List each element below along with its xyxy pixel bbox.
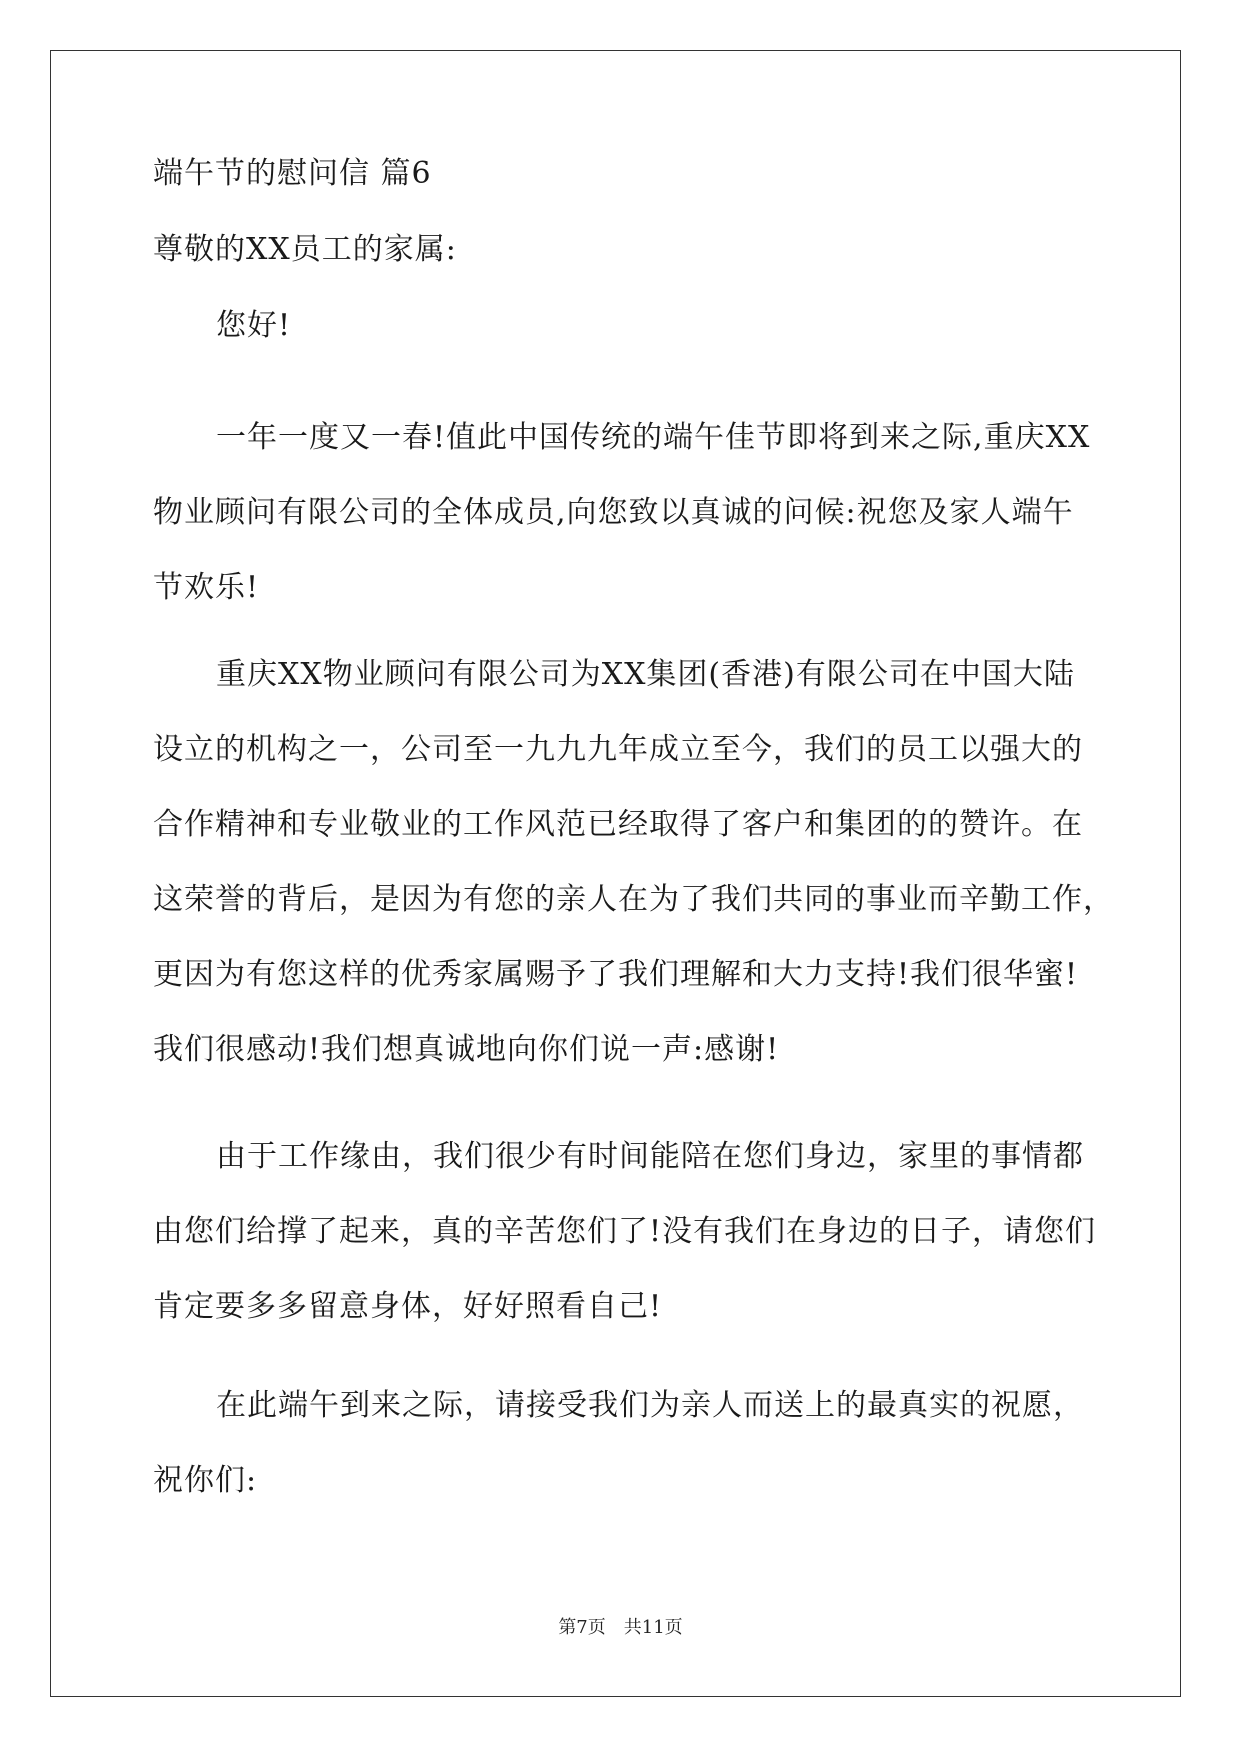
page-footer: [0, 1616, 1241, 1640]
paragraph-line: 这荣誉的背后，是因为有您的亲人在为了我们共同的事业而辛勤工作，: [153, 882, 1114, 917]
paragraph-line: 设立的机构之一，公司至一九九九年成立至今，我们的员工以强大的: [153, 732, 1083, 767]
paragraph-line: 节欢乐!: [153, 570, 260, 605]
paragraph-line: 祝你们:: [153, 1463, 258, 1498]
page-number: 第7页: [558, 1617, 606, 1638]
paragraph-line: 一年一度又一春!值此中国传统的端午佳节即将到来之际,重庆XX: [216, 420, 1091, 455]
page-total: 共11页: [623, 1617, 683, 1638]
paragraph-line: 在此端午到来之际，请接受我们为亲人而送上的最真实的祝愿，: [216, 1388, 1084, 1423]
document-title: 端午节的慰问信 篇6: [153, 156, 432, 191]
paragraph-line: 由您们给撑了起来，真的辛苦您们了!没有我们在身边的日子，请您们: [153, 1214, 1097, 1249]
greeting: 您好!: [216, 308, 292, 343]
paragraph-line: 肯定要多多留意身体，好好照看自己!: [153, 1289, 663, 1324]
paragraph-line: 我们很感动!我们想真诚地向你们说一声:感谢!: [153, 1032, 780, 1067]
paragraph-line: 物业顾问有限公司的全体成员,向您致以真诚的问候:祝您及家人端午: [153, 495, 1074, 530]
paragraph-line: 合作精神和专业敬业的工作风范已经取得了客户和集团的的赞许。在: [153, 807, 1083, 842]
paragraph-line: 重庆XX物业顾问有限公司为XX集团(香港)有限公司在中国大陆: [216, 657, 1075, 692]
paragraph-line: 由于工作缘由，我们很少有时间能陪在您们身边，家里的事情都: [216, 1139, 1084, 1174]
paragraph-line: 更因为有您这样的优秀家属赐予了我们理解和大力支持!我们很华蜜!: [153, 957, 1079, 992]
salutation: 尊敬的XX员工的家属:: [153, 232, 457, 267]
page-border: [50, 50, 1181, 1697]
